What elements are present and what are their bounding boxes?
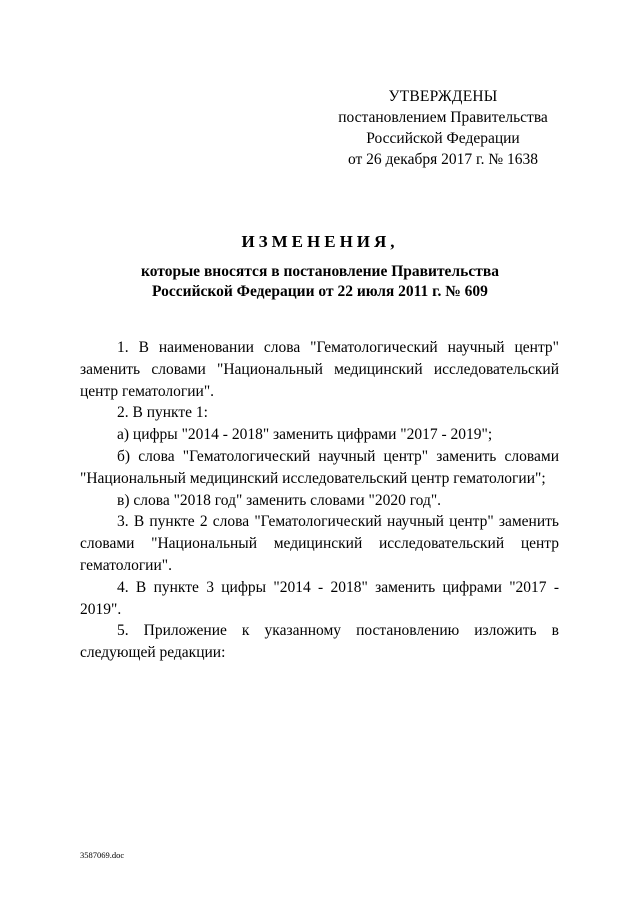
paragraph-2b: б) слова "Гематологический научный центр" заменить словами "Национальный медицинский исследовательский центр гематологии";	[80, 447, 559, 487]
document-subtitle	[0, 262, 640, 302]
paragraph-2c: в) слова "2018 год" заменить словами "2020 год".	[117, 491, 442, 509]
subtitle-line-2: Российской Федерации от 22 июля 2011 г. № 609	[152, 283, 488, 300]
approval-block	[318, 86, 568, 170]
paragraph-3: 3. В пункте 2 слова "Гематологический научный центр" заменить словами "Национальный медицинский исследовательский центр гематологии".	[80, 513, 559, 574]
approval-line-1: постановлением Правительства	[338, 109, 548, 126]
document-body	[80, 337, 559, 664]
subtitle-line-1: которые вносятся в постановление Правительства	[141, 263, 499, 280]
approval-line-2: Российской Федерации	[366, 130, 520, 147]
paragraph-1: 1. В наименовании слова "Гематологический научный центр" заменить словами "Национальный медицинский исследовательский центр гематологии".	[80, 339, 559, 400]
paragraph-5: 5. Приложение к указанному постановлению изложить в следующей редакции:	[80, 622, 559, 662]
approval-title: УТВЕРЖДЕНЫ	[388, 88, 498, 105]
file-name-footer: 3587069.doc	[80, 850, 125, 860]
paragraph-2: 2. В пункте 1:	[117, 404, 208, 422]
paragraph-2a: а) цифры "2014 - 2018" заменить цифрами "2017 - 2019";	[117, 426, 493, 444]
approval-line-3: от 26 декабря 2017 г. № 1638	[347, 151, 539, 168]
document-title: ИЗМЕНЕНИЯ,	[241, 232, 399, 251]
paragraph-4: 4. В пункте 3 цифры "2014 - 2018" заменить цифрами "2017 - 2019".	[80, 578, 559, 618]
